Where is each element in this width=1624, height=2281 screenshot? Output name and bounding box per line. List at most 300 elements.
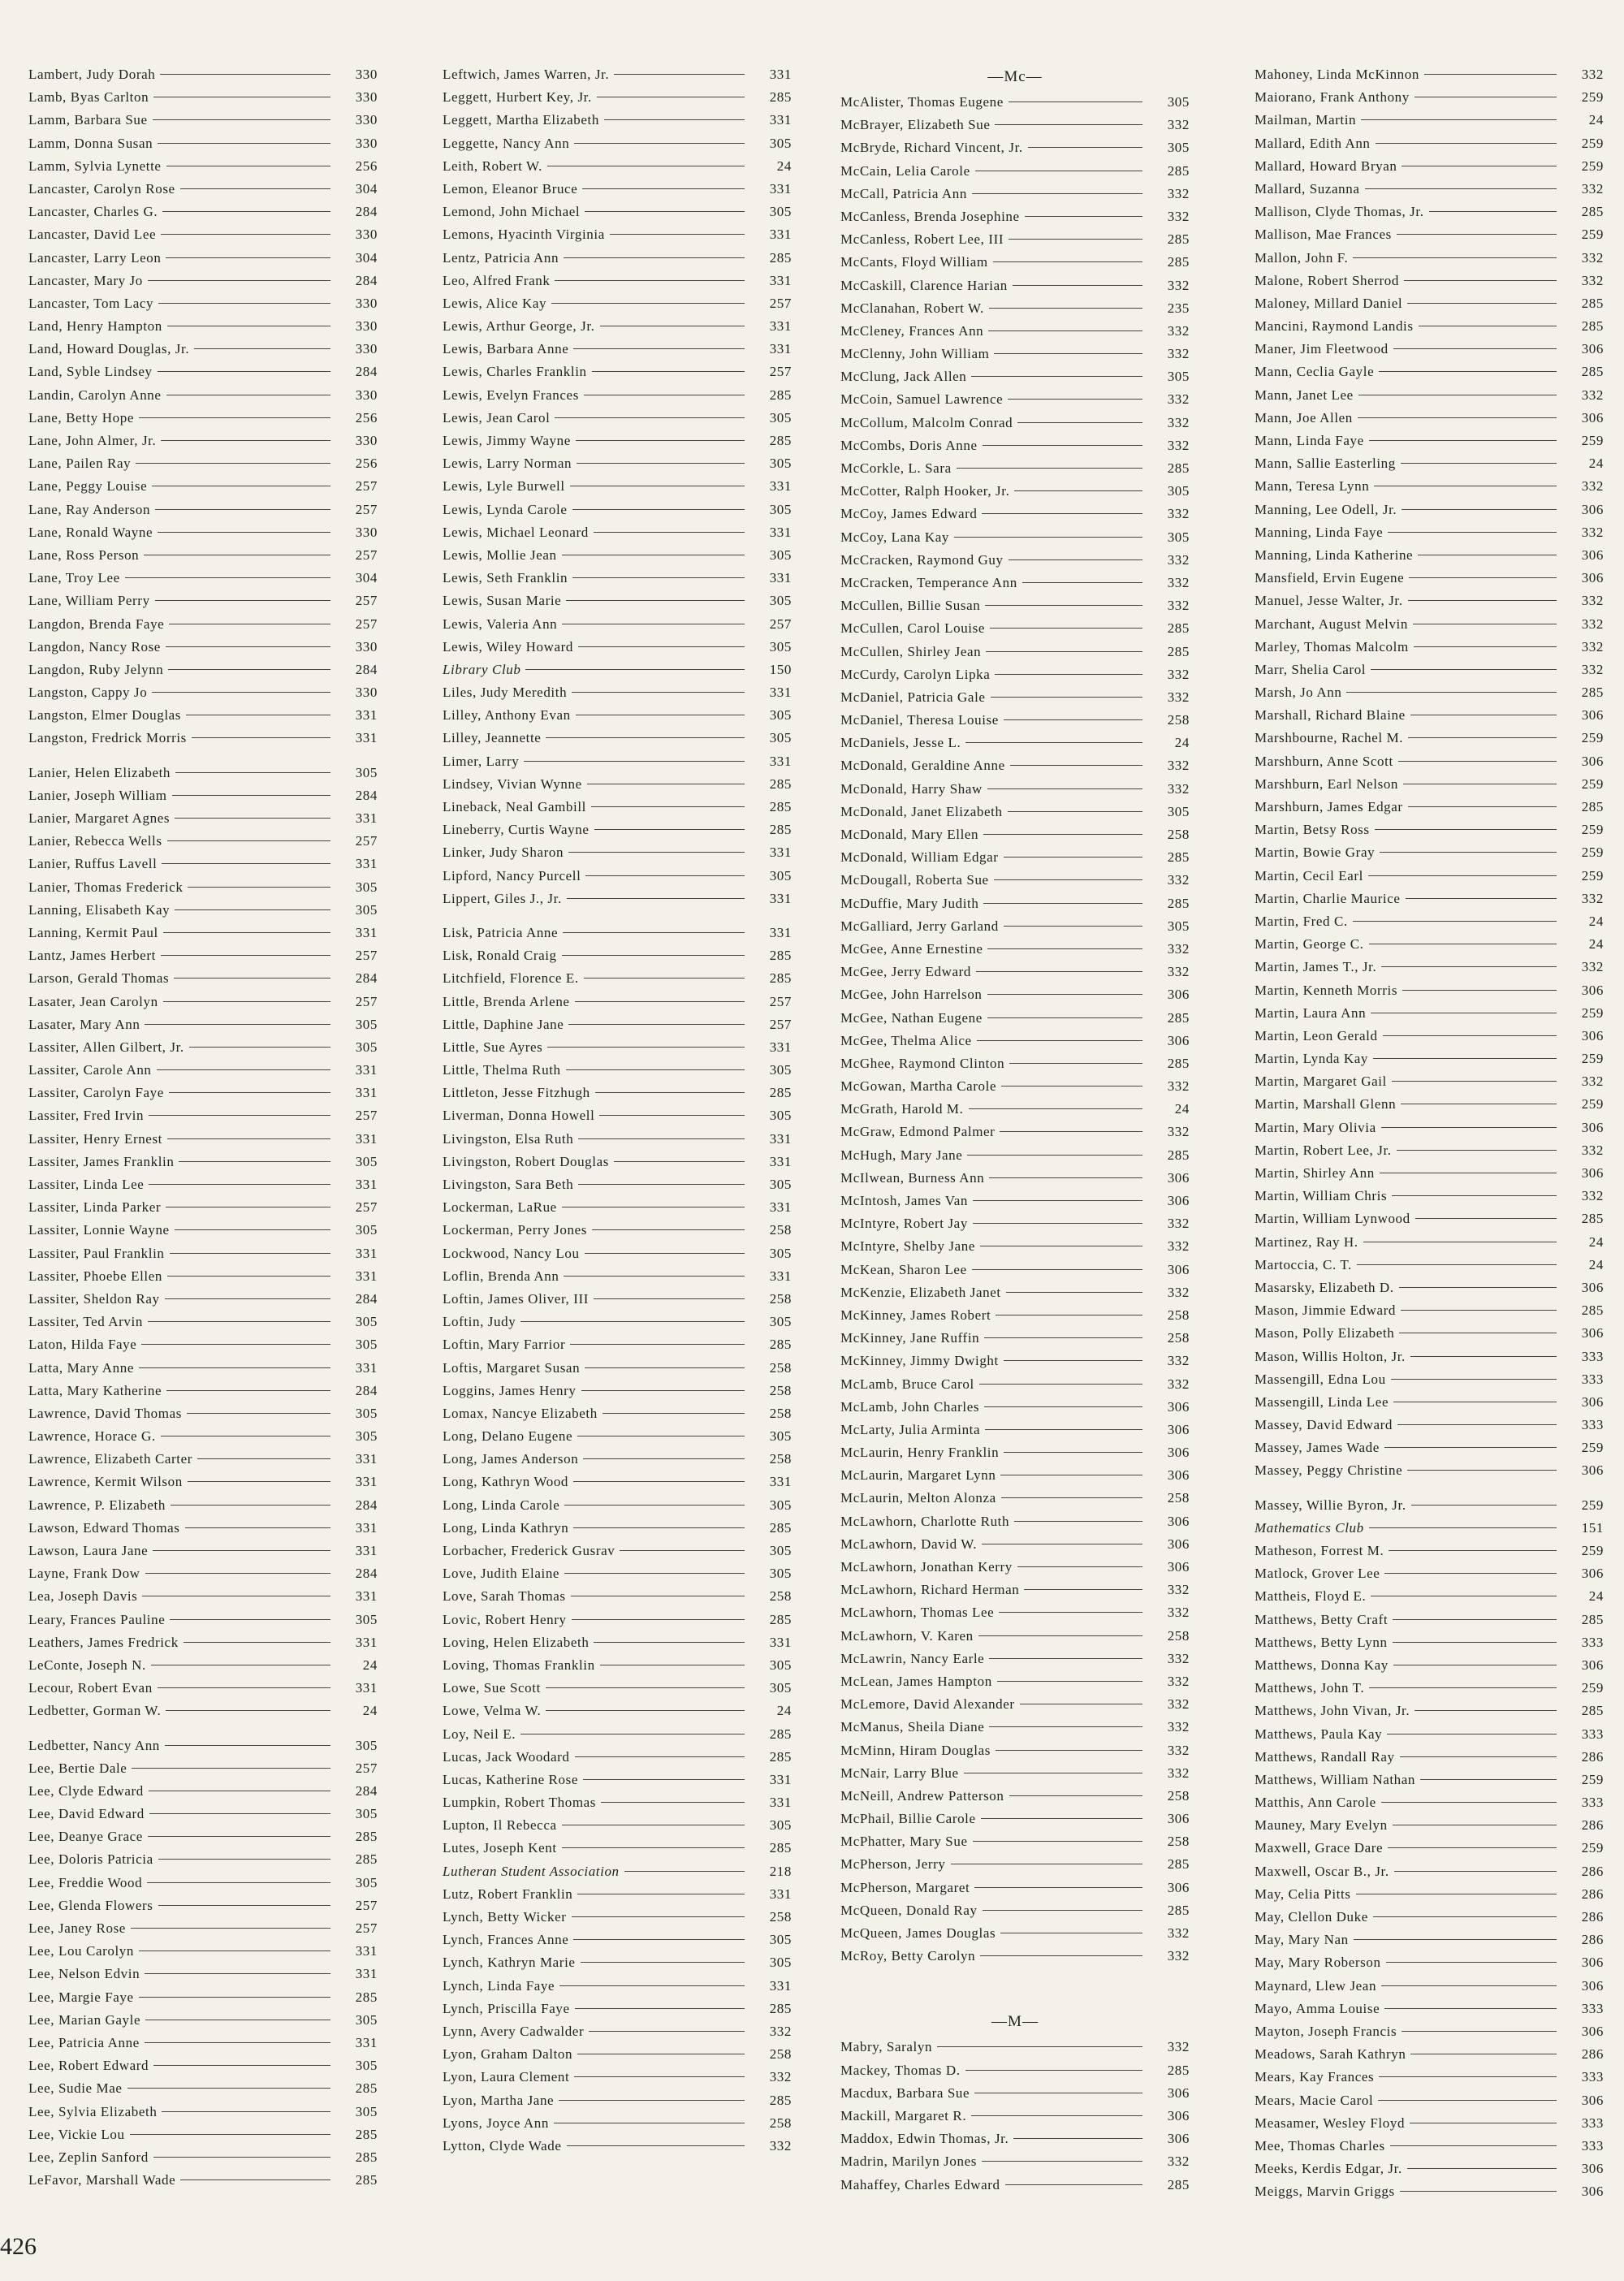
entry-page: 305 — [355, 1405, 378, 1421]
index-entry — [28, 1333, 378, 1356]
index-entry — [28, 1700, 378, 1722]
index-entry — [28, 1059, 378, 1082]
entry-page: 331 — [355, 1588, 378, 1605]
index-entry — [443, 1059, 792, 1082]
entry-name: Lea, Joseph Davis — [28, 1588, 138, 1605]
index-entry — [1255, 223, 1604, 246]
index-entry — [840, 1121, 1190, 1143]
entry-name: Lewis, Jimmy Wayne — [443, 433, 571, 448]
entry-page: 257 — [355, 833, 378, 849]
index-entry — [840, 915, 1190, 938]
entry-page: 259 — [1581, 1051, 1604, 1067]
leader-line — [576, 440, 745, 441]
leader-line — [139, 1997, 330, 1998]
entry-name: Lee, David Edward — [28, 1806, 145, 1822]
entry-name: Lawrence, Elizabeth Carter — [28, 1451, 193, 1467]
entry-name: McLean, James Hampton — [840, 1673, 992, 1689]
index-entry — [840, 1212, 1190, 1235]
entry-page: 306 — [1581, 570, 1604, 586]
index-entry — [1255, 2112, 1604, 2135]
entry-name: Lancaster, Mary Jo — [28, 272, 143, 288]
entry-page: 259 — [1581, 1440, 1604, 1456]
leader-line — [1028, 147, 1142, 148]
entry-page: 305 — [1167, 94, 1190, 110]
entry-name: Lee, Sudie Mae — [28, 2080, 123, 2097]
entry-name: Lewis, Lynda Carole — [443, 501, 568, 517]
entry-page: 258 — [769, 2046, 792, 2063]
entry-page: 306 — [1167, 1513, 1190, 1529]
entry-page: 305 — [769, 501, 792, 517]
leader-line — [562, 955, 745, 956]
entry-page: 331 — [769, 1039, 792, 1055]
index-entry — [1255, 1677, 1604, 1700]
entry-name: Mayton, Joseph Francis — [1255, 2023, 1397, 2039]
entry-name: Little, Daphine Jane — [443, 1016, 564, 1032]
index-entry — [443, 567, 792, 590]
index-entry — [840, 1464, 1190, 1487]
entry-page: 305 — [355, 1806, 378, 1822]
entry-name: Mann, Teresa Lynn — [1255, 478, 1370, 495]
index-entry — [28, 2054, 378, 2077]
entry-name: Massey, James Wade — [1255, 1440, 1380, 1456]
index-entry — [28, 2009, 378, 2032]
leader-line — [155, 509, 330, 510]
index-entry — [1255, 1436, 1604, 1459]
entry-page: 331 — [769, 570, 792, 586]
entry-name: McGee, Anne Ernestine — [840, 940, 983, 957]
entry-page: 257 — [769, 364, 792, 380]
entry-page: 286 — [1581, 1748, 1604, 1765]
entry-page: 257 — [769, 993, 792, 1009]
entry-name: Matthews, John T. — [1255, 1680, 1365, 1696]
leader-line — [192, 737, 330, 738]
leader-line — [172, 795, 330, 796]
entry-page: 331 — [769, 753, 792, 769]
index-entry — [443, 1791, 792, 1814]
entry-page: 332 — [1581, 180, 1604, 197]
entry-page: 258 — [1167, 1834, 1190, 1850]
leader-line — [1353, 257, 1557, 258]
entry-name: McLawrin, Nancy Earle — [840, 1650, 985, 1666]
index-entry — [28, 1609, 378, 1631]
entry-page: 331 — [355, 1966, 378, 1982]
entry-page: 285 — [1581, 1703, 1604, 1719]
entry-page: 285 — [355, 2126, 378, 2142]
entry-page: 305 — [1167, 140, 1190, 156]
entry-name: Massengill, Edna Lou — [1255, 1371, 1386, 1387]
entry-page: 286 — [1581, 2046, 1604, 2063]
entry-name: McDaniels, Jesse L. — [840, 735, 961, 751]
entry-name: Mason, Polly Elizabeth — [1255, 1325, 1395, 1341]
index-entry — [840, 1625, 1190, 1648]
leader-line — [987, 788, 1142, 789]
entry-name: McCleney, Frances Ann — [840, 322, 984, 339]
leader-line — [983, 834, 1142, 835]
index-entry — [840, 983, 1190, 1006]
index-entry — [840, 1648, 1190, 1670]
entry-page: 305 — [769, 409, 792, 426]
entry-page: 305 — [1167, 369, 1190, 385]
leader-line — [984, 1406, 1142, 1407]
entry-name: McCoin, Samuel Lawrence — [840, 391, 1004, 408]
index-entry — [840, 114, 1190, 136]
entry-name: McLawhorn, Jonathan Kerry — [840, 1559, 1013, 1575]
leader-line — [996, 1750, 1142, 1751]
entry-name: Loving, Thomas Franklin — [443, 1657, 595, 1673]
entry-name: Lasater, Jean Carolyn — [28, 993, 158, 1009]
leader-line — [1381, 1127, 1557, 1128]
entry-name: Lutz, Robert Franklin — [443, 1886, 573, 1902]
entry-name: Lee, Lou Carolyn — [28, 1943, 134, 1959]
entry-name: Layne, Frank Dow — [28, 1566, 140, 1582]
leader-line — [1354, 1939, 1557, 1940]
entry-name: Meadows, Sarah Kathryn — [1255, 2046, 1406, 2063]
index-entry — [1255, 361, 1604, 383]
entry-name: Martin, William Chris — [1255, 1188, 1388, 1204]
leader-line — [574, 143, 745, 144]
leader-line — [1014, 490, 1142, 491]
entry-name: Lee, Nelson Edvin — [28, 1966, 140, 1982]
entry-page: 258 — [1167, 712, 1190, 728]
leader-line — [994, 353, 1142, 354]
index-entry — [28, 1471, 378, 1493]
entry-page: 285 — [769, 387, 792, 403]
index-entry — [1255, 773, 1604, 796]
leader-line — [604, 119, 745, 120]
entry-page: 306 — [1167, 1398, 1190, 1415]
entry-page: 305 — [769, 730, 792, 746]
entry-name: Land, Henry Hampton — [28, 318, 162, 335]
leader-line — [1389, 1550, 1557, 1551]
entry-page: 305 — [355, 879, 378, 895]
index-entry — [840, 1304, 1190, 1327]
leader-line — [1383, 1035, 1557, 1036]
entry-name: McCullen, Billie Susan — [840, 598, 981, 614]
index-entry — [443, 430, 792, 452]
entry-name: Marr, Shelia Carol — [1255, 661, 1367, 677]
leader-line — [595, 1092, 745, 1093]
entry-name: Maxwell, Grace Dare — [1255, 1840, 1384, 1856]
leader-line — [1401, 463, 1557, 464]
index-entry — [840, 1510, 1190, 1533]
leader-line — [614, 1161, 745, 1162]
index-entry — [1255, 1975, 1604, 1998]
index-entry — [28, 132, 378, 155]
entry-name: McGalliard, Jerry Garland — [840, 918, 999, 934]
leader-line — [171, 1505, 330, 1506]
leader-line — [148, 1836, 330, 1837]
entry-page: 285 — [769, 1748, 792, 1765]
index-entry — [28, 521, 378, 544]
entry-page: 285 — [1167, 231, 1190, 248]
leader-line — [179, 1161, 330, 1162]
leader-line — [1391, 1379, 1557, 1380]
index-entry — [28, 1311, 378, 1333]
entry-page: 258 — [769, 1222, 792, 1238]
entry-page: 306 — [1167, 1445, 1190, 1461]
index-entry — [443, 1951, 792, 1974]
index-entry — [28, 922, 378, 944]
index-entry — [840, 480, 1190, 503]
entry-page: 305 — [355, 1428, 378, 1445]
entry-name: Lyon, Martha Jane — [443, 2092, 555, 2108]
leader-line — [572, 1916, 745, 1917]
entry-name: McDonald, Mary Ellen — [840, 827, 979, 842]
leader-line — [578, 1184, 745, 1185]
entry-page: 306 — [1581, 1977, 1604, 1994]
index-entry — [28, 567, 378, 590]
entry-page: 285 — [769, 970, 792, 987]
entry-page: 306 — [1581, 1325, 1604, 1341]
entry-name: Mallison, Clyde Thomas, Jr. — [1255, 204, 1424, 220]
entry-name: Lassiter, Linda Lee — [28, 1177, 145, 1192]
index-entry — [1255, 956, 1604, 978]
leader-line — [564, 257, 745, 258]
index-entry — [28, 830, 378, 853]
entry-page: 305 — [355, 764, 378, 780]
leader-line — [967, 1155, 1142, 1156]
entry-name: May, Mary Roberson — [1255, 1955, 1381, 1971]
entry-page: 332 — [1581, 593, 1604, 609]
leader-line — [1013, 285, 1142, 286]
entry-page: 285 — [1167, 1902, 1190, 1918]
leader-line — [983, 445, 1142, 446]
leader-line — [592, 371, 745, 372]
leader-line — [1386, 1962, 1557, 1963]
entry-name: McBryde, Richard Vincent, Jr. — [840, 140, 1023, 156]
leader-line — [564, 1573, 745, 1574]
entry-page: 306 — [1581, 2161, 1604, 2177]
index-entry — [28, 1128, 378, 1151]
entry-name: McCollum, Malcolm Conrad — [840, 414, 1013, 430]
index-entry — [28, 201, 378, 223]
index-entry — [1255, 933, 1604, 956]
entry-page: 306 — [1581, 1955, 1604, 1971]
entry-page: 332 — [1167, 940, 1190, 957]
entry-page: 306 — [1581, 1119, 1604, 1135]
index-entry — [840, 2059, 1190, 2082]
leader-line — [1398, 761, 1557, 762]
index-entry — [443, 223, 792, 246]
leader-line — [555, 417, 745, 418]
leader-line — [1014, 1521, 1142, 1522]
entry-page: 259 — [1581, 730, 1604, 746]
entry-page: 258 — [769, 1359, 792, 1376]
index-entry — [840, 1190, 1190, 1212]
leader-line — [1006, 1292, 1142, 1293]
entry-name: Lisk, Ronald Craig — [443, 948, 557, 964]
entry-page: 331 — [769, 1268, 792, 1284]
entry-page: 305 — [355, 1874, 378, 1890]
entry-page: 285 — [1581, 318, 1604, 335]
index-entry — [840, 1373, 1190, 1396]
entry-name: Long, Kathryn Wood — [443, 1474, 569, 1490]
leader-line — [1008, 399, 1142, 400]
entry-page: 331 — [355, 730, 378, 746]
entry-page: 285 — [1581, 799, 1604, 814]
entry-name: Lee, Glenda Flowers — [28, 1897, 153, 1913]
entry-name: Leary, Frances Pauline — [28, 1611, 166, 1627]
index-entry — [840, 823, 1190, 846]
entry-page: 257 — [355, 993, 378, 1009]
index-entry — [1255, 1025, 1604, 1048]
entry-page: 305 — [769, 867, 792, 883]
entry-page: 332 — [1167, 1376, 1190, 1392]
entry-name: Love, Sarah Thomas — [443, 1588, 566, 1605]
entry-page: 285 — [769, 1611, 792, 1627]
entry-name: Lee, Doloris Patricia — [28, 1851, 153, 1868]
entry-page: 332 — [1167, 506, 1190, 522]
leader-line — [566, 600, 745, 601]
entry-name: Lanier, Joseph William — [28, 787, 167, 803]
index-entry — [28, 2123, 378, 2146]
entry-name: Lewis, Lyle Burwell — [443, 478, 565, 495]
entry-name: Lentz, Patricia Ann — [443, 249, 559, 266]
index-entry — [840, 1098, 1190, 1121]
entry-name: Long, Delano Eugene — [443, 1428, 573, 1445]
leader-line — [1375, 829, 1557, 830]
entry-name: McDonald, Harry Shaw — [840, 780, 983, 797]
index-entry — [840, 572, 1190, 594]
entry-name: Loving, Helen Elizabeth — [443, 1634, 590, 1650]
entry-page: 258 — [1167, 1787, 1190, 1804]
index-entry — [443, 613, 792, 636]
entry-name: McKinney, Jimmy Dwight — [840, 1353, 999, 1369]
index-entry — [443, 1906, 792, 1929]
entry-page: 306 — [1167, 1032, 1190, 1048]
leader-line — [175, 909, 330, 910]
index-entry — [28, 876, 378, 899]
entry-name: Leggett, Martha Elizabeth — [443, 112, 599, 128]
index-entry — [840, 434, 1190, 457]
entry-name: Lineberry, Curtis Wayne — [443, 822, 590, 838]
index-entry — [1255, 1117, 1604, 1139]
entry-page: 330 — [355, 295, 378, 311]
index-entry — [443, 270, 792, 292]
leader-line — [1010, 765, 1142, 766]
entry-page: 332 — [1581, 387, 1604, 403]
entry-name: McGee, Nathan Eugene — [840, 1009, 983, 1026]
entry-page: 306 — [1581, 1393, 1604, 1410]
entry-page: 330 — [355, 387, 378, 403]
leader-line — [995, 674, 1142, 675]
index-entry — [1255, 2158, 1604, 2180]
leader-line — [585, 875, 745, 876]
entry-name: McMinn, Hiram Douglas — [840, 1742, 991, 1758]
leader-line — [575, 1001, 745, 1002]
entry-name: Lane, Betty Hope — [28, 409, 134, 426]
entry-page: 305 — [355, 2058, 378, 2074]
index-entry — [28, 544, 378, 567]
entry-name: Lynch, Kathryn Marie — [443, 1955, 576, 1971]
entry-page: 285 — [1167, 1147, 1190, 1163]
entry-name: McNair, Larry Blue — [840, 1765, 959, 1781]
entry-page: 332 — [1167, 1605, 1190, 1621]
entry-name: Land, Syble Lindsey — [28, 364, 153, 380]
entry-page: 284 — [355, 364, 378, 380]
leader-line — [1381, 1802, 1557, 1803]
entry-page: 332 — [769, 2069, 792, 2085]
entry-name: Lanning, Elisabeth Kay — [28, 901, 171, 918]
entry-name: Lemond, John Michael — [443, 204, 581, 220]
entry-name: Martin, William Lynwood — [1255, 1211, 1410, 1227]
entry-name: Manning, Linda Katherine — [1255, 546, 1414, 563]
leader-line — [1361, 119, 1557, 120]
leader-line — [982, 2161, 1142, 2162]
entry-name: Lanier, Helen Elizabeth — [28, 764, 171, 780]
entry-page: 331 — [769, 1130, 792, 1147]
index-entry — [840, 1533, 1190, 1556]
index-entry — [1255, 1791, 1604, 1814]
leader-line — [572, 1619, 745, 1620]
index-entry — [840, 2174, 1190, 2197]
entry-name: Lawrence, Kermit Wilson — [28, 1474, 183, 1490]
entry-page: 259 — [1581, 1771, 1604, 1787]
index-entry — [443, 1562, 792, 1585]
index-entry — [1255, 1207, 1604, 1230]
entry-name: Lewis, Valeria Ann — [443, 616, 558, 632]
leader-line — [139, 1367, 330, 1368]
entry-page: 284 — [355, 1382, 378, 1398]
leader-line — [1373, 1058, 1557, 1059]
entry-name: McLawhorn, David W. — [840, 1536, 978, 1552]
leader-line — [570, 1344, 745, 1345]
entry-name: Mann, Joe Allen — [1255, 409, 1353, 426]
entry-name: Lancaster, Larry Leon — [28, 249, 162, 266]
entry-name: McCall, Patricia Ann — [840, 185, 968, 201]
entry-page: 331 — [355, 1943, 378, 1959]
leader-line — [1009, 1795, 1143, 1796]
leader-line — [987, 948, 1142, 949]
leader-line — [161, 955, 330, 956]
leader-line — [954, 537, 1142, 538]
entry-page: 332 — [1167, 2039, 1190, 2055]
entry-name: Lawson, Edward Thomas — [28, 1519, 180, 1536]
index-entry — [1255, 1139, 1604, 1162]
entry-page: 332 — [1167, 208, 1190, 224]
leader-line — [594, 1642, 745, 1643]
entry-name: Marchant, August Melvin — [1255, 616, 1408, 632]
index-entry — [840, 663, 1190, 686]
index-entry — [1255, 1093, 1604, 1116]
leader-line — [1400, 1756, 1557, 1757]
leader-line — [1365, 188, 1557, 189]
leader-line — [973, 1200, 1142, 1201]
index-entry — [443, 1265, 792, 1288]
entry-name: Lee, Marian Gayle — [28, 2011, 141, 2028]
entry-name: Leggett, Hurbert Key, Jr. — [443, 89, 592, 106]
index-entry — [28, 1265, 378, 1288]
entry-name: Lane, Ross Person — [28, 546, 140, 563]
entry-page: 258 — [1167, 827, 1190, 842]
leader-line — [999, 1612, 1142, 1613]
index-entry — [443, 1700, 792, 1722]
entry-name: McDonald, William Edgar — [840, 849, 999, 866]
entry-page: 286 — [1581, 1886, 1604, 1902]
entry-name: McIntyre, Robert Jay — [840, 1216, 968, 1232]
entry-page: 331 — [355, 810, 378, 826]
entry-page: 305 — [769, 1817, 792, 1834]
index-entry — [1255, 407, 1604, 430]
index-entry — [1255, 865, 1604, 888]
leader-line — [153, 119, 330, 120]
entry-page: 332 — [1581, 1188, 1604, 1204]
leader-line — [167, 840, 330, 841]
entry-page: 332 — [1581, 1074, 1604, 1090]
index-entry — [28, 430, 378, 452]
index-entry — [443, 1380, 792, 1402]
index-entry — [840, 1350, 1190, 1372]
